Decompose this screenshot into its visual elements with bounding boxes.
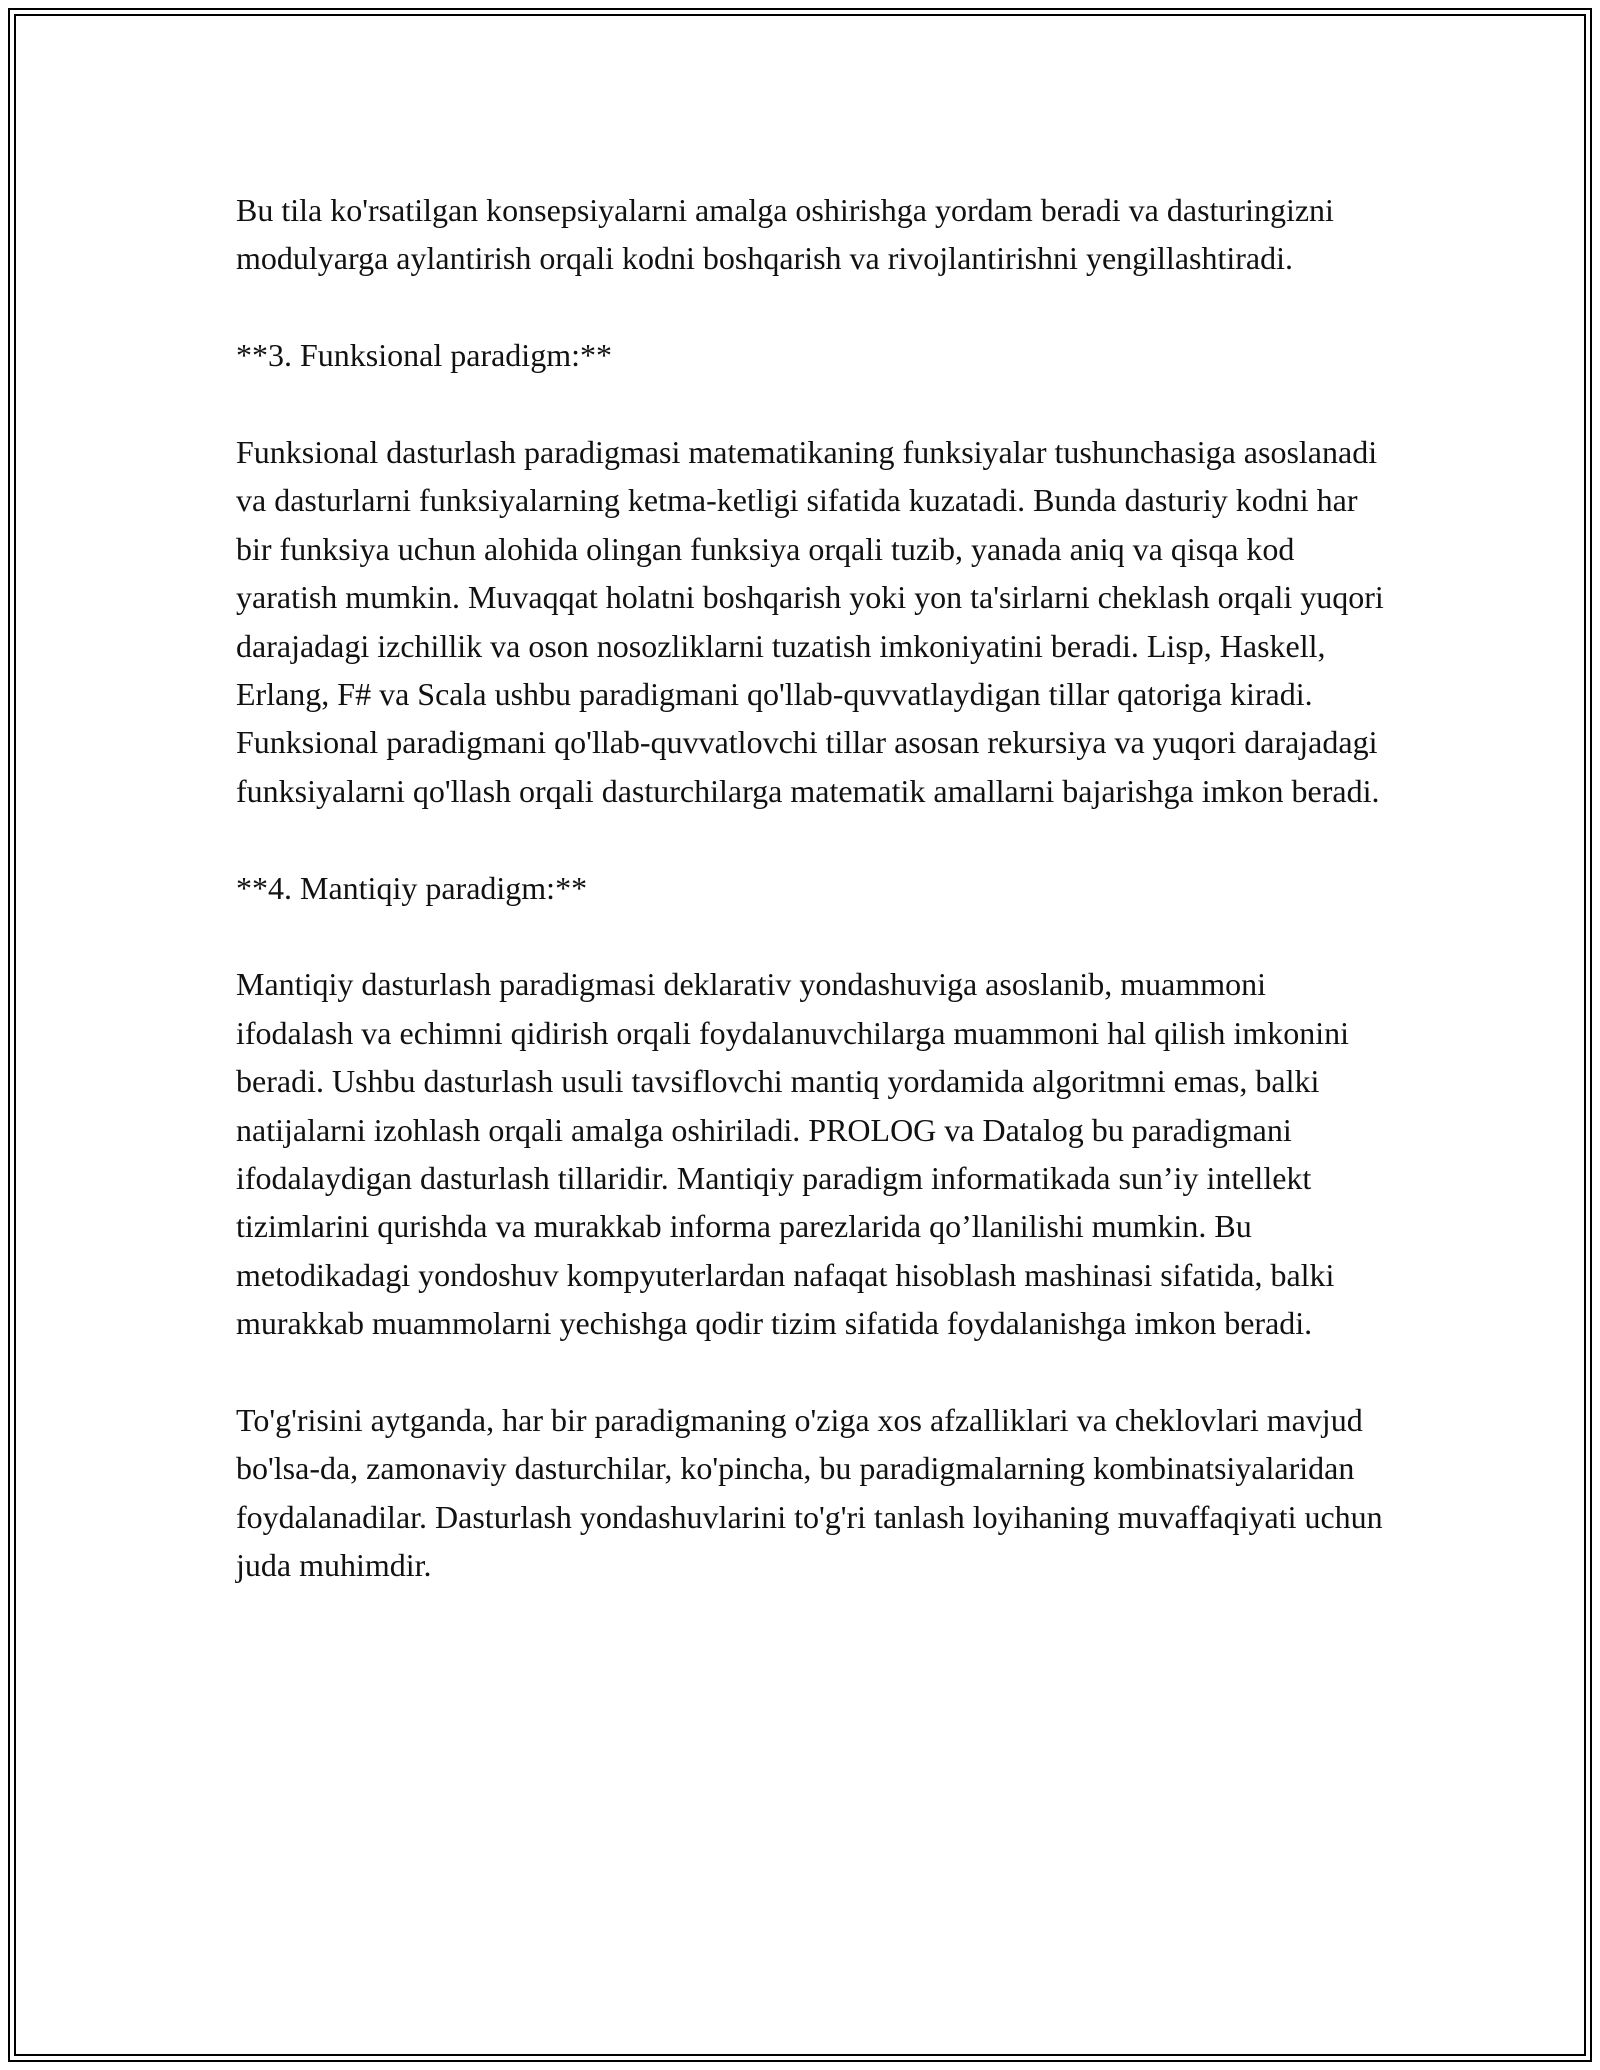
heading-logical-paradigm: **4. Mantiqiy paradigm:** [236,869,588,906]
paragraph-conclusion: To'g'risini aytganda, har bir paradigmaning o'ziga xos afzalliklari va cheklovlari mavjud bo'lsa-da, zamonaviy dasturchilar, ko'pincha, bu paradigmalarning kombinatsiyalaridan foydalanadilar. Dasturlash yondashuvlarini to'g'ri tanlash loyihaning muvaffaqiyati uchun juda muhimdir. [236,1402,1383,1584]
heading-functional-paradigm: **3. Funksional paradigm:** [236,337,612,374]
paragraph-functional-paradigm: Funksional dasturlash paradigmasi matematikaning funksiyalar tushunchasiga asoslanadi va dasturlarni funksiyalarning ketma-ketligi sifatida kuzatadi. Bunda dasturiy kodni har bir funksiya uchun alohida olingan funksiya orqali tuzib, yanada aniq va qisqa kod yaratish mumkin. Muvaqqat holatni boshqarish yoki yon ta'sirlarni cheklash orqali yuqori darajadagi izchillik va oson nosozliklarni tuzatish imkoniyatini beradi. Lisp, Haskell, Erlang, F# va Scala ushbu paradigmani qo'llab-quvvatlaydigan tillar qatoriga kiradi. Funksional paradigmani qo'llab-quvvatlovchi tillar asosan rekursiya va yuqori darajadagi funksiyalarni qo'llash orqali dasturchilarga matematik amallarni bajarishga imkon beradi. [236,434,1384,809]
paragraph-intro: Bu tila ko'rsatilgan konsepsiyalarni amalga oshirishga yordam beradi va dasturingizni modulyarga aylantirish orqali kodni boshqarish va rivojlantirishni yengillashtiradi. [236,192,1334,277]
paragraph-logical-paradigm: Mantiqiy dasturlash paradigmasi deklarativ yondashuviga asoslanib, muammoni ifodalash va echimni qidirish orqali foydalanuvchilarga muammoni hal qilish imkonini beradi. Ushbu dasturlash usuli tavsiflovchi mantiq yordamida algoritmni emas, balki natijalarni izohlash orqali amalga oshiriladi. PROLOG va Datalog bu paradigmani ifodalaydigan dasturlash tillaridir. Mantiqiy paradigm informatikada sun’iy intellekt tizimlarini qurishda va murakkab informa parezlarida qo’llanilishi mumkin. Bu metodikadagi yondoshuv kompyuterlardan nafaqat hisoblash mashinasi sifatida, balki murakkab muammolarni yechishga qodir tizim sifatida foydalanishga imkon beradi. [236,966,1349,1342]
document-body [236,186,1386,1590]
